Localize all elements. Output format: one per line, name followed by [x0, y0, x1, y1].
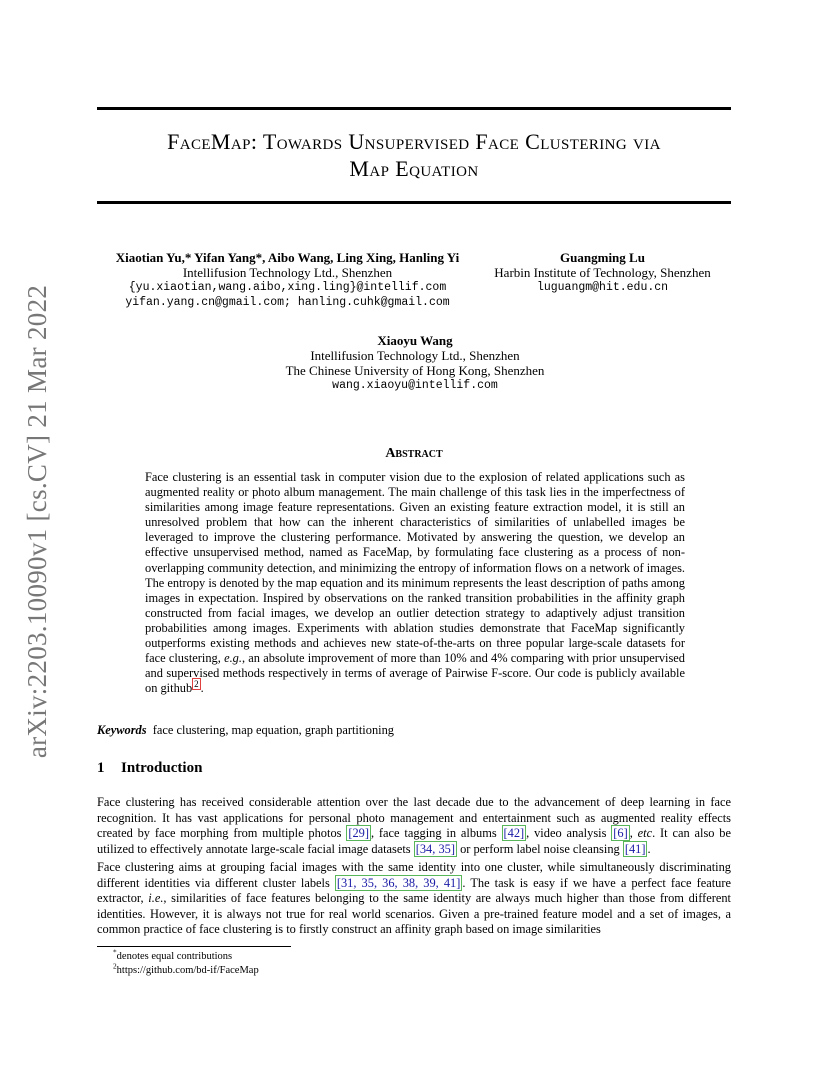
footnote-link-2[interactable]: 2 — [194, 679, 199, 690]
title-line-1: FaceMap: Towards Unsupervised Face Clustering via — [167, 129, 661, 154]
email-1b: yifan.yang.cn@gmail.com; hanling.cuhk@gmail.com — [125, 296, 450, 309]
section-heading-introduction — [97, 760, 731, 777]
affiliation-1: Intellifusion Technology Ltd., Shenzhen — [182, 265, 393, 280]
arxiv-identifier — [22, 283, 54, 759]
author-group-3 — [250, 333, 580, 393]
title-rule-bottom — [97, 201, 731, 204]
intro-paragraph-1 — [97, 795, 731, 857]
abstract-end: . — [200, 681, 204, 696]
keywords — [97, 723, 731, 738]
section-title-text: Introduction — [121, 760, 203, 776]
abstract-heading: Abstract — [385, 446, 443, 461]
abstract-body — [145, 470, 685, 696]
footnote-2-mark: 2 — [113, 961, 117, 971]
title-line-2: Map Equation — [349, 156, 479, 181]
email-3: wang.xiaoyu@intellif.com — [332, 379, 498, 392]
text-span: , similarities of face features belonging to the same identity are always much higher than those from different identities. However, it is always not true for real world scenarios. Given a pre-trained feature model and a set of images, a common practice of face clustering is to firstly construct an affinity graph based on image similarities — [97, 891, 731, 937]
text-span: Face clustering has received considerable attention over the last decade due to the advancement of deep learning in face recognition. It has vast applications for personal photo management and entertainment such as augmented reality effects created by face morphing from multiple photos — [97, 795, 731, 841]
text-span: , video analysis — [526, 826, 612, 841]
text-span: . It can also be utilized to effectively annotate large-scale facial image datasets — [97, 826, 732, 856]
text-span: Face clustering aims at grouping facial images with the same identity into one cluster, while simultaneously discriminating different identities via different cluster labels — [97, 860, 731, 890]
citation-link[interactable]: [29] — [348, 826, 369, 841]
citation-link[interactable]: [31, 35, 36, 38, 39, 41] — [336, 875, 461, 890]
footnote-2-text[interactable]: https://github.com/bd-if/FaceMap — [116, 965, 259, 976]
footnote-1-text: denotes equal contributions — [116, 951, 233, 962]
author-names-1: Xiaotian Yu,* Yifan Yang*, Aibo Wang, Ling Xing, Hanling Yi — [115, 250, 460, 265]
keywords-label: Keywords — [97, 723, 147, 737]
keywords-value: face clustering, map equation, graph partitioning — [152, 723, 394, 737]
text-span: , face tagging in albums — [370, 826, 502, 841]
author-names-2: Guangming Lu — [560, 250, 645, 265]
paper-title — [97, 128, 731, 182]
text-span: . The task is easy if we have a perfect face feature extractor, — [97, 875, 731, 906]
abstract-eg: e.g. — [224, 651, 242, 666]
citation-link[interactable]: [41] — [624, 841, 646, 856]
footnote-rule — [97, 946, 291, 947]
author-group-1 — [105, 250, 470, 310]
intro-paragraph-2 — [97, 860, 731, 938]
section-number: 1 — [97, 760, 105, 776]
text-span: , — [629, 826, 638, 841]
title-rule-top — [97, 107, 731, 110]
footnote-1-mark: * — [113, 947, 117, 957]
text-span: or perform label noise cleansing — [456, 841, 623, 856]
email-2: luguangm@hit.edu.cn — [536, 281, 669, 294]
text-span: . — [647, 841, 651, 856]
author-group-2 — [485, 250, 720, 295]
text-italic: etc — [637, 826, 653, 841]
footnote-1 — [113, 947, 233, 963]
abstract-text-2: , an absolute improvement of more than 10% and 4% comparing with prior unsupervised and supervised methods respectively in terms of average of Pairwise F-score. Our code is publicly available on github — [145, 651, 686, 696]
abstract-text: Face clustering is an essential task in computer vision due to the explosion of related applications such as augmented reality or photo album management. The main challenge of this task lies in the imperfectness of similarities among image feature representations. Given an existing feature extraction model, it is still an unresolved problem that how can the inherent characteristics of similarities of unlabelled images be leveraged to improve the clustering performance. Motivated by answering the question, we develop an effective unsupervised method, named as FaceMap, by formulating face clustering as a process of non-overlapping community detection, and minimizing the entropy of information flows on a network of images. The entropy is denoted by the map equation and its minimum represents the least description of paths among images in expectation. Inspired by observations on the ranked transition probabilities in the affinity graph constructed from facial images, we develop an outlier detection strategy to adaptively adjust transition probabilities among images. Experiments with ablation studies demonstrate that FaceMap significantly outperforms existing methods and achieves new state-of-the-arts on three popular large-scale datasets for face clustering, — [145, 470, 685, 666]
text-italic: i.e. — [148, 891, 164, 906]
arxiv-id-text: arXiv:2203.10090v1 [cs.CV] 21 Mar 2022 — [22, 284, 53, 758]
affiliation-2: Harbin Institute of Technology, Shenzhen — [494, 265, 711, 280]
affiliation-3a: Intellifusion Technology Ltd., Shenzhen — [310, 348, 520, 363]
footnote-2 — [113, 961, 259, 977]
author-names-3: Xiaoyu Wang — [377, 333, 453, 348]
citation-link[interactable]: [42] — [503, 826, 525, 841]
affiliation-3b: The Chinese University of Hong Kong, Shenzhen — [285, 363, 545, 378]
email-1a: {yu.xiaotian,wang.aibo,xing.ling}@intellif.com — [128, 281, 447, 294]
citation-link[interactable]: [6] — [613, 826, 628, 841]
citation-link[interactable]: [34, 35] — [415, 841, 455, 856]
